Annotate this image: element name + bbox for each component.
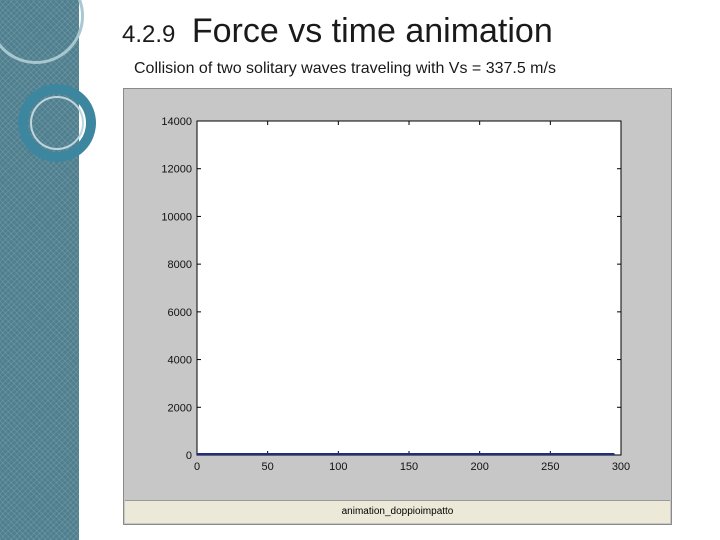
force-data-point — [408, 453, 410, 455]
x-tick-label: 0 — [193, 461, 201, 473]
y-tick-label: 14000 — [161, 116, 192, 128]
slide-title — [122, 12, 553, 51]
plot-area — [197, 121, 621, 455]
x-tick-label: 250 — [541, 461, 560, 473]
force-data-point — [196, 453, 198, 455]
force-data-point — [479, 453, 481, 455]
y-tick-label: 4000 — [167, 354, 192, 367]
x-tick-label: 100 — [329, 461, 348, 473]
y-tick-label: 12000 — [161, 163, 192, 176]
x-tick-label: 150 — [399, 461, 419, 473]
decorative-ring-inner — [30, 96, 84, 150]
decorative-side-band — [0, 0, 79, 540]
force-data-point — [267, 453, 269, 455]
section-number: 4.2.9 — [122, 21, 176, 48]
y-tick-label: 10000 — [161, 211, 192, 224]
x-tick-label: 50 — [261, 461, 274, 473]
force-data-point — [338, 453, 340, 455]
figure-window — [123, 88, 672, 525]
y-tick-label: 8000 — [167, 259, 192, 272]
x-tick-label: 200 — [470, 461, 489, 473]
y-tick-label: 2000 — [167, 402, 192, 415]
slide-subtitle: Collision of two solitary waves traveling with Vs = 337.5 m/s — [134, 60, 556, 77]
title-text: Force vs time animation — [191, 12, 553, 50]
x-tick-label: 300 — [611, 461, 631, 473]
y-tick-label: 6000 — [167, 306, 192, 319]
force-data-point — [550, 453, 552, 455]
figure-status-bar: animation_doppioimpatto — [125, 500, 670, 523]
y-tick-label: 0 — [185, 450, 192, 462]
force-data-point — [613, 453, 615, 455]
force-time-chart — [124, 89, 671, 501]
